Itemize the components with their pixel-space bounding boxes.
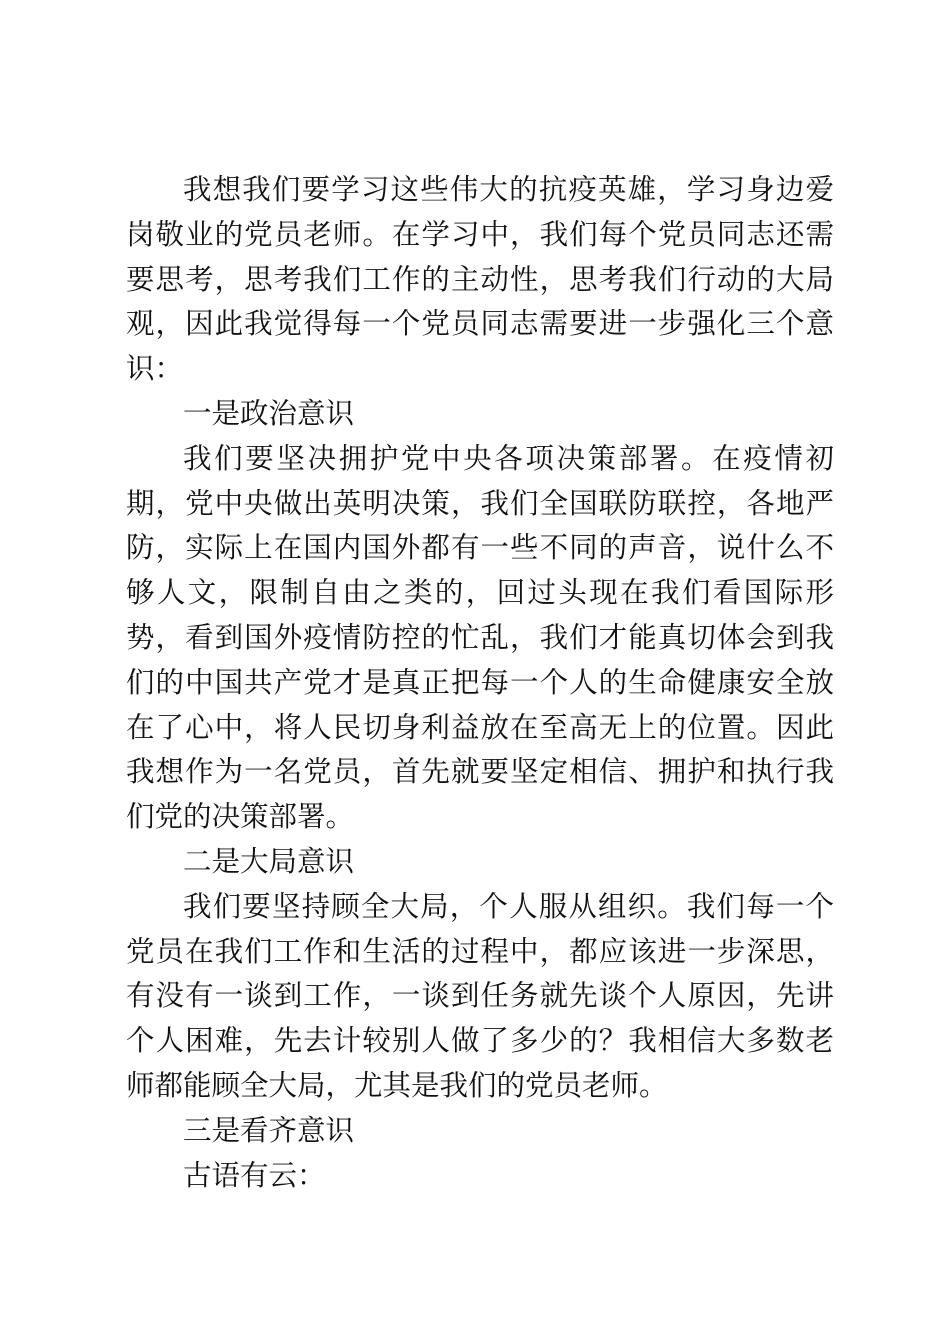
paragraph-intro: 我想我们要学习这些伟大的抗疫英雄，学习身边爱岗敬业的党员老师。在学习中，我们每个党员同志还需要思考，思考我们工作的主动性，思考我们行动的大局观，因此我觉得每一个党员同志需要进一步强化三个意识： [126, 173, 834, 386]
heading-alignment-awareness: 三是看齐意识 [183, 1113, 355, 1147]
heading-political-awareness: 一是政治意识 [183, 396, 355, 430]
paragraph-political-awareness: 我们要坚决拥护党中央各项决策部署。在疫情初期，党中央做出英明决策，我们全国联防联控，各地严防，实际上在国内国外都有一些不同的声音，说什么不够人文，限制自由之类的，回过头现在我们看国际形势，看到国外疫情防控的忙乱，我们才能真切体会到我们的中国共产党才是真正把每一个人的生命健康安全放在了心中，将人民切身利益放在至高无上的位置。因此我想作为一名党员，首先就要坚定相信、拥护和执行我们党的决策部署。 [126, 441, 834, 834]
document-body [126, 168, 834, 1198]
heading-overall-awareness: 二是大局意识 [183, 844, 355, 878]
paragraph-overall-awareness: 我们要坚持顾全大局，个人服从组织。我们每一个党员在我们工作和生活的过程中，都应该进一步深思，有没有一谈到工作，一谈到任务就先谈个人原因，先讲个人困难，先去计较别人做了多少的？我相信大多数老师都能顾全大局，尤其是我们的党员老师。 [126, 889, 834, 1102]
paragraph-ancient-saying: 古语有云： [183, 1158, 326, 1192]
